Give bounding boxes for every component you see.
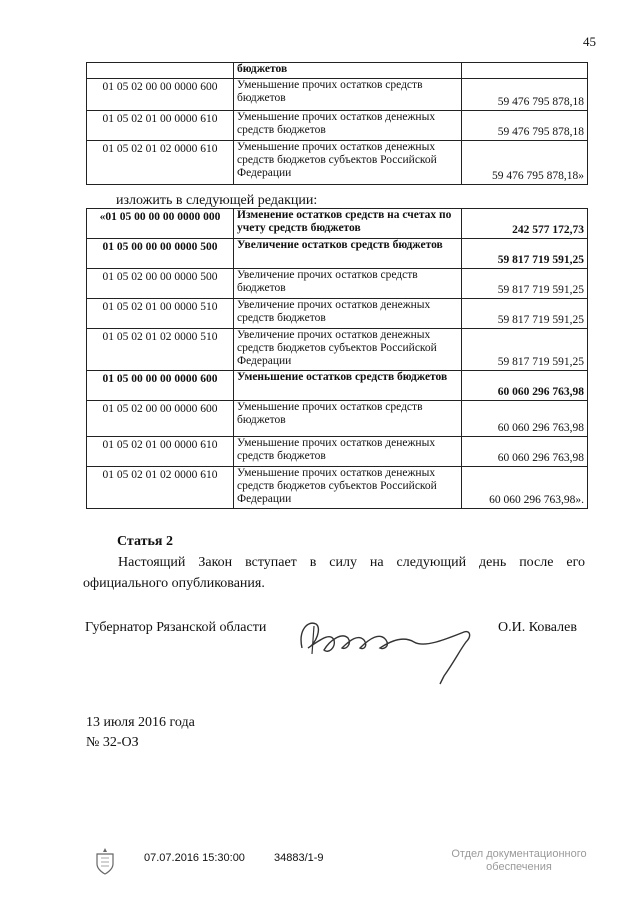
row-amount: 60 060 296 763,98». <box>462 467 588 509</box>
footer-timestamp: 07.07.2016 15:30:00 <box>144 852 245 864</box>
table-row <box>87 329 588 371</box>
table-row <box>87 209 588 239</box>
row-description: Уменьшение прочих остатков денежных средств бюджетов субъектов Российской Федерации <box>234 467 462 509</box>
row-code: 01 05 02 01 02 0000 610 <box>87 141 234 185</box>
row-description: Увеличение прочих остатков средств бюджетов <box>234 269 462 299</box>
article-title: Статья 2 <box>117 534 173 549</box>
row-amount: 59 476 795 878,18» <box>462 141 588 185</box>
article-text: Настоящий Закон вступает в силу на следующий день после его официального опубликования. <box>83 555 585 591</box>
coat-of-arms-icon <box>92 846 118 876</box>
row-amount: 59 476 795 878,18 <box>462 111 588 141</box>
row-code: 01 05 02 00 00 0000 600 <box>87 79 234 111</box>
table-row <box>87 299 588 329</box>
row-code: 01 05 02 01 02 0000 510 <box>87 329 234 371</box>
table-row <box>87 437 588 467</box>
row-amount: 242 577 172,73 <box>462 209 588 239</box>
row-description: Уменьшение прочих остатков денежных средств бюджетов субъектов Российской Федерации <box>234 141 462 185</box>
row-amount: 60 060 296 763,98 <box>462 437 588 467</box>
table-row <box>87 63 588 79</box>
table1-body <box>87 63 588 185</box>
law-date: 13 июля 2016 года <box>86 715 195 730</box>
table2-body <box>87 209 588 509</box>
row-description: Увеличение прочих остатков денежных средств бюджетов субъектов Российской Федерации <box>234 329 462 371</box>
budget-table-continuation <box>86 62 588 185</box>
table-row <box>87 467 588 509</box>
row-code: 01 05 00 00 00 0000 500 <box>87 239 234 269</box>
stamp-line-2: обеспечения <box>486 861 552 873</box>
table-row <box>87 141 588 185</box>
row-code: 01 05 02 01 00 0000 610 <box>87 111 234 141</box>
row-code: 01 05 02 01 00 0000 510 <box>87 299 234 329</box>
row-description: бюджетов <box>234 63 462 79</box>
row-amount: 60 060 296 763,98 <box>462 401 588 437</box>
table-row <box>87 269 588 299</box>
row-amount: 59 817 719 591,25 <box>462 269 588 299</box>
handwritten-signature <box>294 610 484 690</box>
row-amount: 59 817 719 591,25 <box>462 299 588 329</box>
redaction-text: изложить в следующей редакции: <box>116 193 318 208</box>
row-description: Уменьшение остатков средств бюджетов <box>234 371 462 401</box>
row-code: 01 05 02 01 00 0000 610 <box>87 437 234 467</box>
row-amount <box>462 63 588 79</box>
row-description: Увеличение остатков средств бюджетов <box>234 239 462 269</box>
row-code: 01 05 02 01 02 0000 610 <box>87 467 234 509</box>
row-description: Уменьшение прочих остатков средств бюджетов <box>234 401 462 437</box>
department-stamp <box>444 848 594 874</box>
row-amount: 59 817 719 591,25 <box>462 329 588 371</box>
table-row <box>87 239 588 269</box>
row-code <box>87 63 234 79</box>
governor-name: О.И. Ковалев <box>498 620 577 635</box>
stamp-line-1: Отдел документационного <box>451 848 587 860</box>
row-amount: 59 817 719 591,25 <box>462 239 588 269</box>
page-number: 45 <box>583 34 596 49</box>
table-row <box>87 371 588 401</box>
row-description: Уменьшение прочих остатков денежных средств бюджетов <box>234 437 462 467</box>
row-description: Увеличение прочих остатков денежных средств бюджетов <box>234 299 462 329</box>
row-code: 01 05 00 00 00 0000 600 <box>87 371 234 401</box>
table-row <box>87 111 588 141</box>
row-description: Уменьшение прочих остатков денежных средств бюджетов <box>234 111 462 141</box>
governor-title: Губернатор Рязанской области <box>85 620 267 635</box>
table-row <box>87 79 588 111</box>
row-amount: 59 476 795 878,18 <box>462 79 588 111</box>
row-description: Изменение остатков средств на счетах по учету средств бюджетов <box>234 209 462 239</box>
law-number: № 32-ОЗ <box>86 735 139 750</box>
row-code: 01 05 02 00 00 0000 600 <box>87 401 234 437</box>
table-row <box>87 401 588 437</box>
footer-doc-code: 34883/1-9 <box>274 852 324 864</box>
row-code: 01 05 02 00 00 0000 500 <box>87 269 234 299</box>
budget-table-new-redaction <box>86 208 588 509</box>
row-description: Уменьшение прочих остатков средств бюджетов <box>234 79 462 111</box>
row-amount: 60 060 296 763,98 <box>462 371 588 401</box>
row-code: «01 05 00 00 00 0000 000 <box>87 209 234 239</box>
